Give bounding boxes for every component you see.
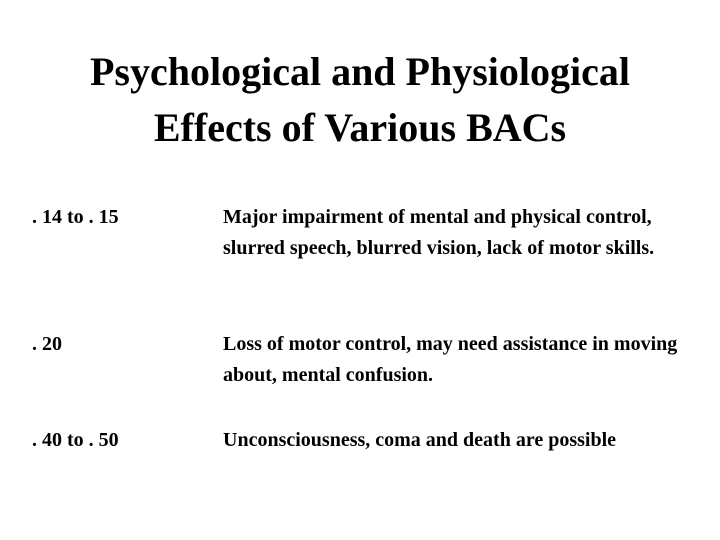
bac-range: . 14 to . 15 [32, 206, 119, 228]
bac-effect-description: Unconsciousness, coma and death are possible [223, 429, 617, 451]
slide-title-line-1: Psychological and Physiological [89, 49, 631, 94]
bac-range: . 40 to . 50 [32, 429, 119, 451]
slide-title-line-2: Effects of Various BACs [153, 105, 567, 150]
bac-range: . 20 [32, 333, 62, 355]
slide-title [0, 44, 720, 156]
bac-effect-description: Major impairment of mental and physical control, slurred speech, blurred vision, lack of motor skills. [223, 206, 655, 259]
bac-effect-description: Loss of motor control, may need assistance in moving about, mental confusion. [223, 333, 678, 386]
